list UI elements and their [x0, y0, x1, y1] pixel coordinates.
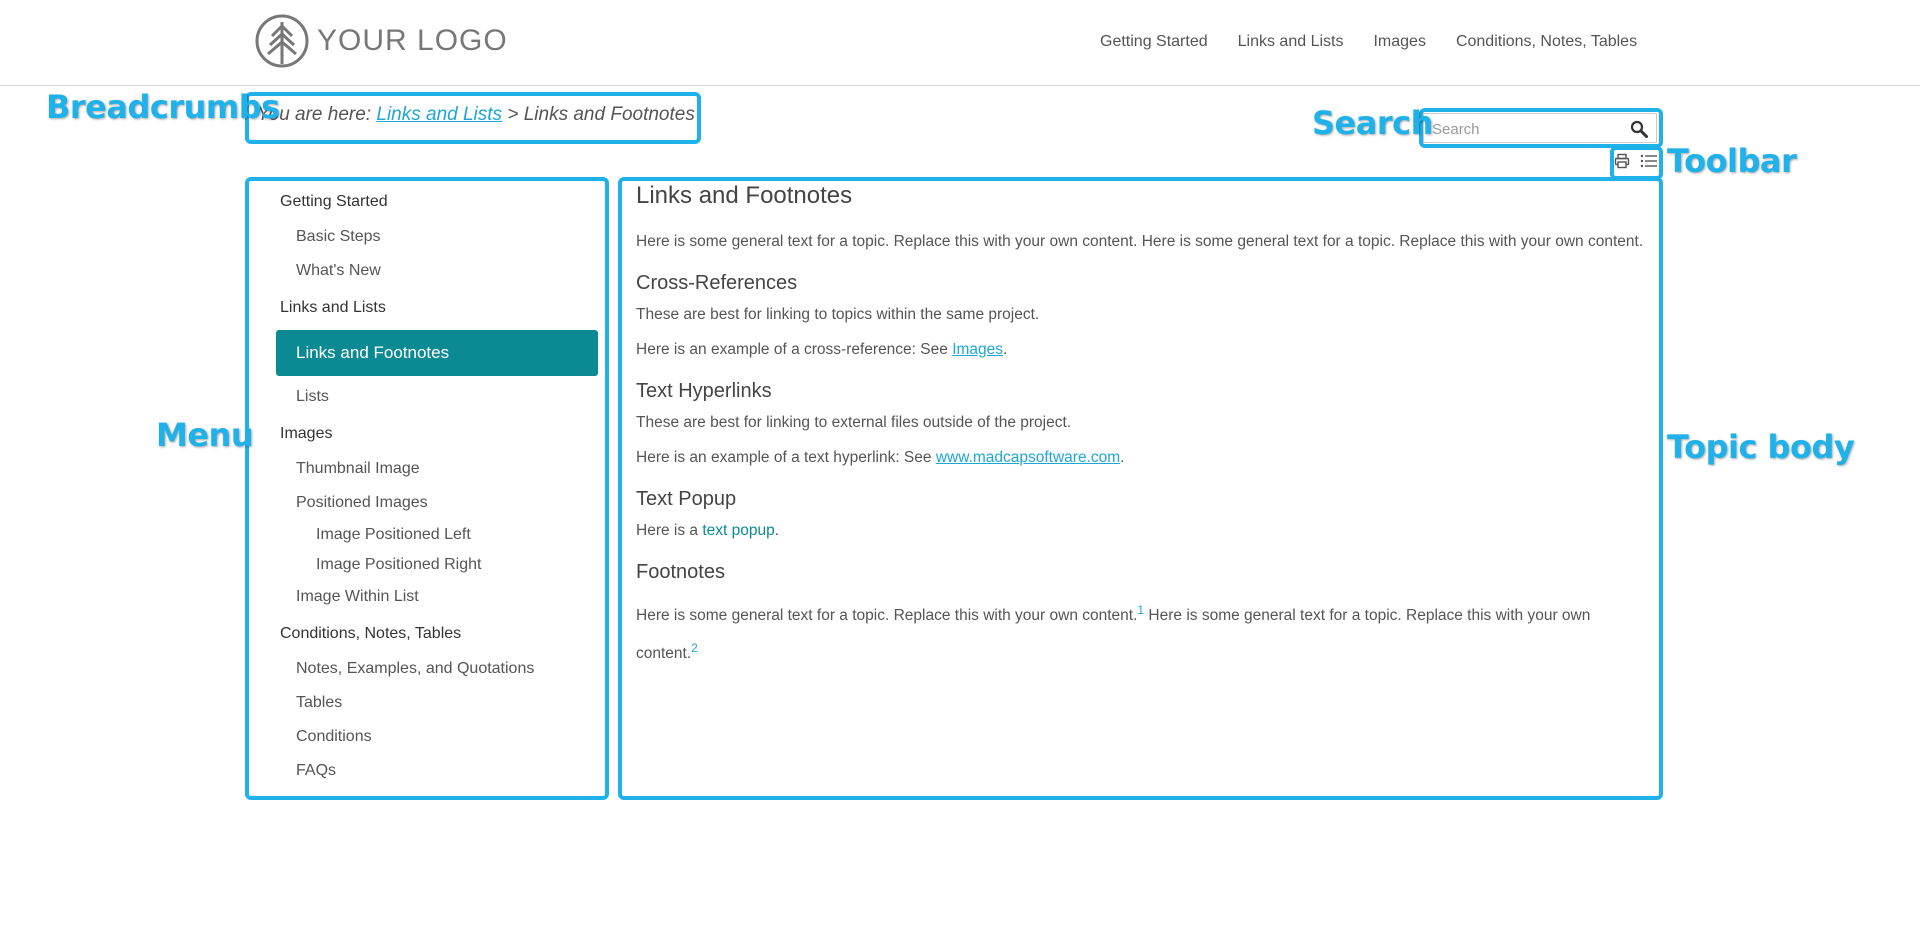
- heading-text-hyperlinks: Text Hyperlinks: [636, 380, 772, 402]
- menu-item-links-and-lists[interactable]: Links and Lists: [280, 299, 386, 316]
- footnote-ref-2[interactable]: 2: [691, 641, 698, 656]
- xref-prefix: Here is an example of a cross-reference: See: [636, 341, 953, 358]
- topic-title: Links and Footnotes: [636, 182, 853, 209]
- logo[interactable]: [255, 14, 508, 68]
- menu-item-whats-new[interactable]: What's New: [296, 262, 381, 279]
- tree-logo-icon: [255, 14, 309, 68]
- menu-callout-box: [245, 177, 609, 800]
- footnote-ref-1[interactable]: 1: [1137, 603, 1145, 617]
- menu-item-lists[interactable]: Lists: [296, 388, 329, 405]
- hyperlink-prefix: Here is an example of a text hyperlink: See: [636, 449, 936, 466]
- menu-item-conditions[interactable]: Conditions: [296, 728, 372, 745]
- menu-item-links-and-footnotes[interactable]: Links and Footnotes: [276, 330, 598, 376]
- menu-item-image-positioned-right[interactable]: Image Positioned Right: [316, 556, 482, 573]
- hyperlink-suffix: .: [1120, 449, 1125, 466]
- menu-item-conditions-notes-tables[interactable]: Conditions, Notes, Tables: [280, 625, 462, 642]
- menu-item-image-within-list[interactable]: Image Within List: [296, 588, 419, 605]
- site-header: [0, 0, 1920, 86]
- topic-body-annotation: Topic body: [1667, 428, 1855, 466]
- popup-prefix: Here is a: [636, 522, 703, 539]
- logo-text: YOUR LOGO: [317, 24, 508, 57]
- top-nav-conditions-notes-tables[interactable]: Conditions, Notes, Tables: [1455, 33, 1638, 50]
- hyperlink-madcap[interactable]: www.madcapsoftware.com: [935, 449, 1121, 466]
- menu-item-positioned-images[interactable]: Positioned Images: [296, 494, 428, 511]
- footnote-text-1: Here is some general text for a topic. Replace this with your own content.: [636, 607, 1138, 625]
- top-nav-images[interactable]: Images: [1373, 33, 1426, 50]
- breadcrumb-link[interactable]: Links and Lists: [376, 104, 503, 125]
- search-callout-box: [1419, 108, 1663, 148]
- breadcrumb-prefix: You are here:: [257, 104, 377, 125]
- text-popup-link[interactable]: text popup: [702, 522, 775, 539]
- breadcrumbs-annotation: Breadcrumbs: [46, 88, 280, 126]
- breadcrumbs-callout-box: [245, 92, 701, 144]
- top-nav-getting-started[interactable]: Getting Started: [1100, 33, 1208, 50]
- popup-suffix: .: [774, 522, 780, 539]
- topic-body-callout-box: [618, 177, 1663, 800]
- toolbar-callout-box: [1610, 146, 1663, 180]
- top-nav: [1100, 33, 1667, 51]
- toolbar-annotation: Toolbar: [1667, 142, 1797, 180]
- menu-item-thumbnail-image[interactable]: Thumbnail Image: [296, 460, 420, 477]
- xref-link-images[interactable]: Images: [952, 341, 1004, 358]
- xref-suffix: .: [1003, 341, 1008, 358]
- menu-item-images[interactable]: Images: [280, 425, 333, 442]
- topic-intro: Here is some general text for a topic. Replace this with your own content. Here is some general text for a topic. Replace this with your own content.: [636, 233, 1644, 250]
- menu-annotation: Menu: [156, 416, 254, 454]
- search-annotation: Search: [1312, 104, 1433, 142]
- menu-item-notes-examples-quotations[interactable]: Notes, Examples, and Quotations: [296, 660, 535, 677]
- footnote-text-2: Here is some general text for a topic. Replace this with your own content.: [636, 607, 1591, 663]
- breadcrumb-current: Links and Footnotes: [523, 104, 695, 125]
- top-nav-links-and-lists[interactable]: Links and Lists: [1237, 33, 1344, 50]
- heading-footnotes: Footnotes: [636, 561, 725, 583]
- hyperlink-paragraph-1: These are best for linking to external files outside of the project.: [636, 414, 1072, 431]
- menu-item-faqs[interactable]: FAQs: [296, 762, 337, 779]
- menu-item-image-positioned-left[interactable]: Image Positioned Left: [316, 526, 471, 543]
- heading-cross-references: Cross-References: [636, 272, 798, 294]
- menu-item-getting-started[interactable]: Getting Started: [280, 193, 388, 210]
- menu-item-basic-steps[interactable]: Basic Steps: [296, 228, 381, 245]
- heading-text-popup: Text Popup: [636, 488, 737, 510]
- breadcrumb-separator: >: [502, 104, 524, 125]
- xref-paragraph-1: These are best for linking to topics within the same project.: [636, 306, 1040, 323]
- menu-item-tables[interactable]: Tables: [296, 694, 343, 711]
